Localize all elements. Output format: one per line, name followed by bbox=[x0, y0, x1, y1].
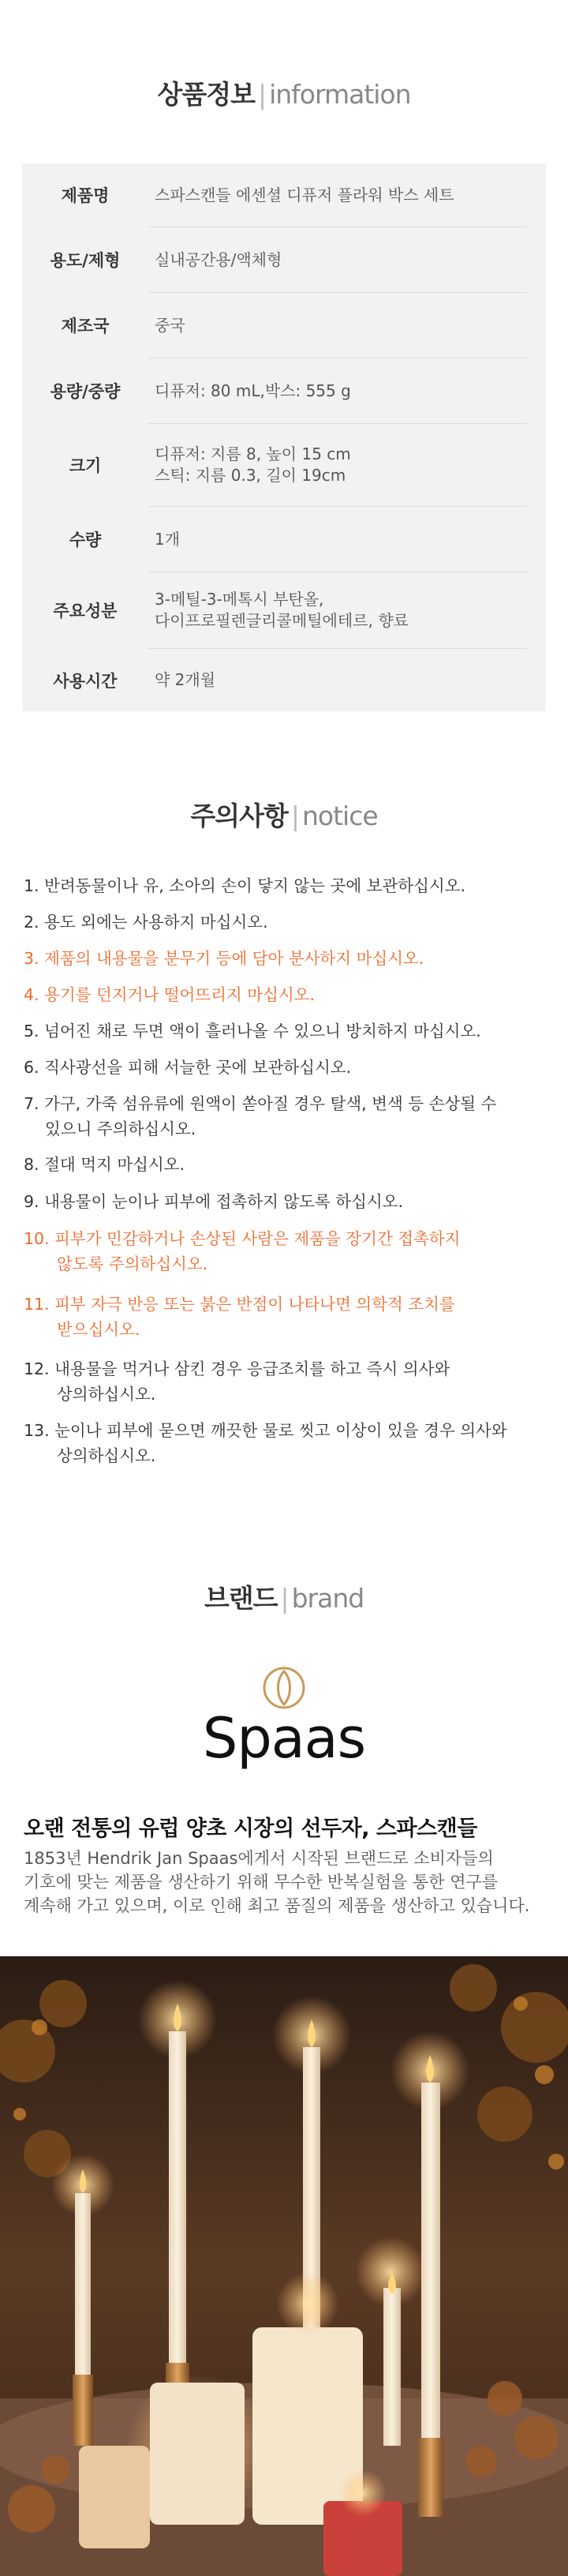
notice-item: 8. 절대 먹지 마십시오. bbox=[24, 1155, 185, 1174]
info-label: 사용시간 bbox=[53, 671, 118, 691]
notice-line: 11. 피부 자극 반응 또는 붉은 반점이 나타나면 의학적 조치를 bbox=[24, 1295, 455, 1314]
notice-line: 7. 가구, 가죽 섬유류에 원액이 쏟아질 경우 탈색, 변색 등 손상될 수 bbox=[24, 1094, 497, 1113]
info-row-ingredients bbox=[22, 572, 546, 648]
brand-desc-line: 기호에 맞는 제품을 생산하기 위해 무수한 반복실험을 통한 연구를 bbox=[24, 1873, 499, 1892]
info-label: 제품명 bbox=[61, 186, 110, 205]
info-title-ko: 상품정보 bbox=[157, 79, 255, 110]
notice-line: 있으니 주의하십시오. bbox=[45, 1119, 196, 1138]
notice-item: 1. 반려동물이나 유, 소아의 손이 닿지 않는 곳에 보관하십시오. bbox=[24, 876, 465, 895]
info-value-line: 3-메틸-3-메톡시 부탄올, bbox=[155, 590, 324, 609]
info-row-origin bbox=[22, 293, 546, 358]
notice-line: 10. 피부가 민감하거나 손상된 사람은 제품을 장기간 접촉하지 bbox=[24, 1229, 461, 1248]
info-value: 1개 bbox=[155, 529, 181, 549]
notice-item: 6. 직사광선을 피해 서늘한 곳에 보관하십시오. bbox=[24, 1058, 352, 1077]
info-value bbox=[148, 589, 546, 632]
candle-photo bbox=[0, 1956, 568, 2576]
brand-title-en: brand bbox=[291, 1583, 364, 1614]
info-value: 실내공간용/액체형 bbox=[155, 249, 282, 269]
info-value: 스파스캔들 에센셜 디퓨저 플라워 박스 세트 bbox=[155, 185, 454, 204]
info-value-line: 디퓨저: 지름 8, 높이 15 cm bbox=[155, 444, 351, 463]
info-row-name bbox=[22, 163, 546, 227]
notice-item-alert: 3. 제품의 내용물을 분무기 등에 담아 분사하지 마십시오. bbox=[24, 949, 424, 968]
notice-item: 2. 용도 외에는 사용하지 마십시오. bbox=[24, 913, 268, 932]
info-value-line: 스틱: 지름 0.3, 길이 19cm bbox=[155, 466, 346, 485]
notice-title-ko: 주의사항 bbox=[190, 801, 288, 831]
brand-headline: 오랜 전통의 유럽 양초 시장의 선두자, 스파스캔들 bbox=[24, 1817, 477, 1841]
info-table bbox=[22, 163, 546, 711]
brand-section-title bbox=[0, 1578, 568, 1615]
notice-item bbox=[24, 1418, 544, 1468]
info-row-type bbox=[22, 227, 546, 292]
notice-item bbox=[24, 1356, 544, 1407]
notice-line: 12. 내용물을 먹거나 삼킨 경우 응급조치를 하고 즉시 의사와 bbox=[24, 1359, 450, 1378]
info-value-line: 다이프로필렌글리콜메틸에테르, 향료 bbox=[155, 611, 409, 630]
brand-desc-line: 1853년 Hendrik Jan Spaas에게서 시작된 브랜드로 소비자들의 bbox=[24, 1849, 494, 1868]
info-label: 수량 bbox=[69, 531, 102, 549]
notice-item: 5. 넘어진 채로 두면 액이 흘러나올 수 있으니 방치하지 마십시오. bbox=[24, 1022, 481, 1041]
info-title-en: information bbox=[269, 79, 411, 110]
notice-item-alert bbox=[24, 1292, 544, 1342]
title-separator: | bbox=[280, 1583, 289, 1614]
info-value bbox=[148, 444, 546, 486]
notice-line: 상의하십시오. bbox=[57, 1446, 156, 1465]
notice-item bbox=[24, 1091, 544, 1142]
notice-section-title bbox=[0, 796, 568, 833]
info-row-usage-time bbox=[22, 649, 546, 711]
info-value: 디퓨저: 80 mL,박스: 555 g bbox=[155, 381, 351, 400]
flame-logo-icon bbox=[260, 1664, 308, 1712]
info-label: 용도/제형 bbox=[50, 251, 121, 270]
info-row-size bbox=[22, 424, 546, 506]
notice-item-alert: 4. 용기를 던지거나 떨어뜨리지 마십시오. bbox=[24, 985, 315, 1004]
brand-title-ko: 브랜드 bbox=[204, 1583, 278, 1614]
info-label: 주요성분 bbox=[53, 602, 118, 621]
info-value: 중국 bbox=[155, 315, 185, 335]
info-row-quantity bbox=[22, 507, 546, 572]
info-value: 약 2개월 bbox=[155, 670, 216, 689]
notice-line: 않도록 주의하십시오. bbox=[57, 1254, 208, 1273]
info-label: 제조국 bbox=[61, 317, 110, 336]
notice-line: 받으십시오. bbox=[57, 1320, 140, 1339]
info-row-volume bbox=[22, 358, 546, 423]
title-separator: | bbox=[257, 79, 267, 110]
notice-item: 9. 내용물이 눈이나 피부에 접촉하지 않도록 하십시오. bbox=[24, 1192, 404, 1211]
brand-description bbox=[24, 1847, 552, 1918]
brand-desc-line: 계속해 가고 있으며, 이로 인해 최고 품질의 제품을 생산하고 있습니다. bbox=[24, 1896, 530, 1915]
notice-line: 상의하십시오. bbox=[57, 1385, 156, 1404]
info-section-title bbox=[0, 74, 568, 111]
notice-title-en: notice bbox=[301, 801, 378, 831]
notice-line: 13. 눈이나 피부에 묻으면 깨끗한 물로 씻고 이상이 있을 경우 의사와 bbox=[24, 1421, 507, 1440]
title-separator: | bbox=[290, 801, 299, 831]
brand-logo-wordmark: Spaas bbox=[202, 1706, 366, 1771]
notice-item-alert bbox=[24, 1226, 544, 1277]
info-label: 용량/중량 bbox=[50, 382, 121, 401]
candle-scene-image bbox=[0, 1956, 568, 2576]
info-label: 크기 bbox=[69, 456, 102, 475]
